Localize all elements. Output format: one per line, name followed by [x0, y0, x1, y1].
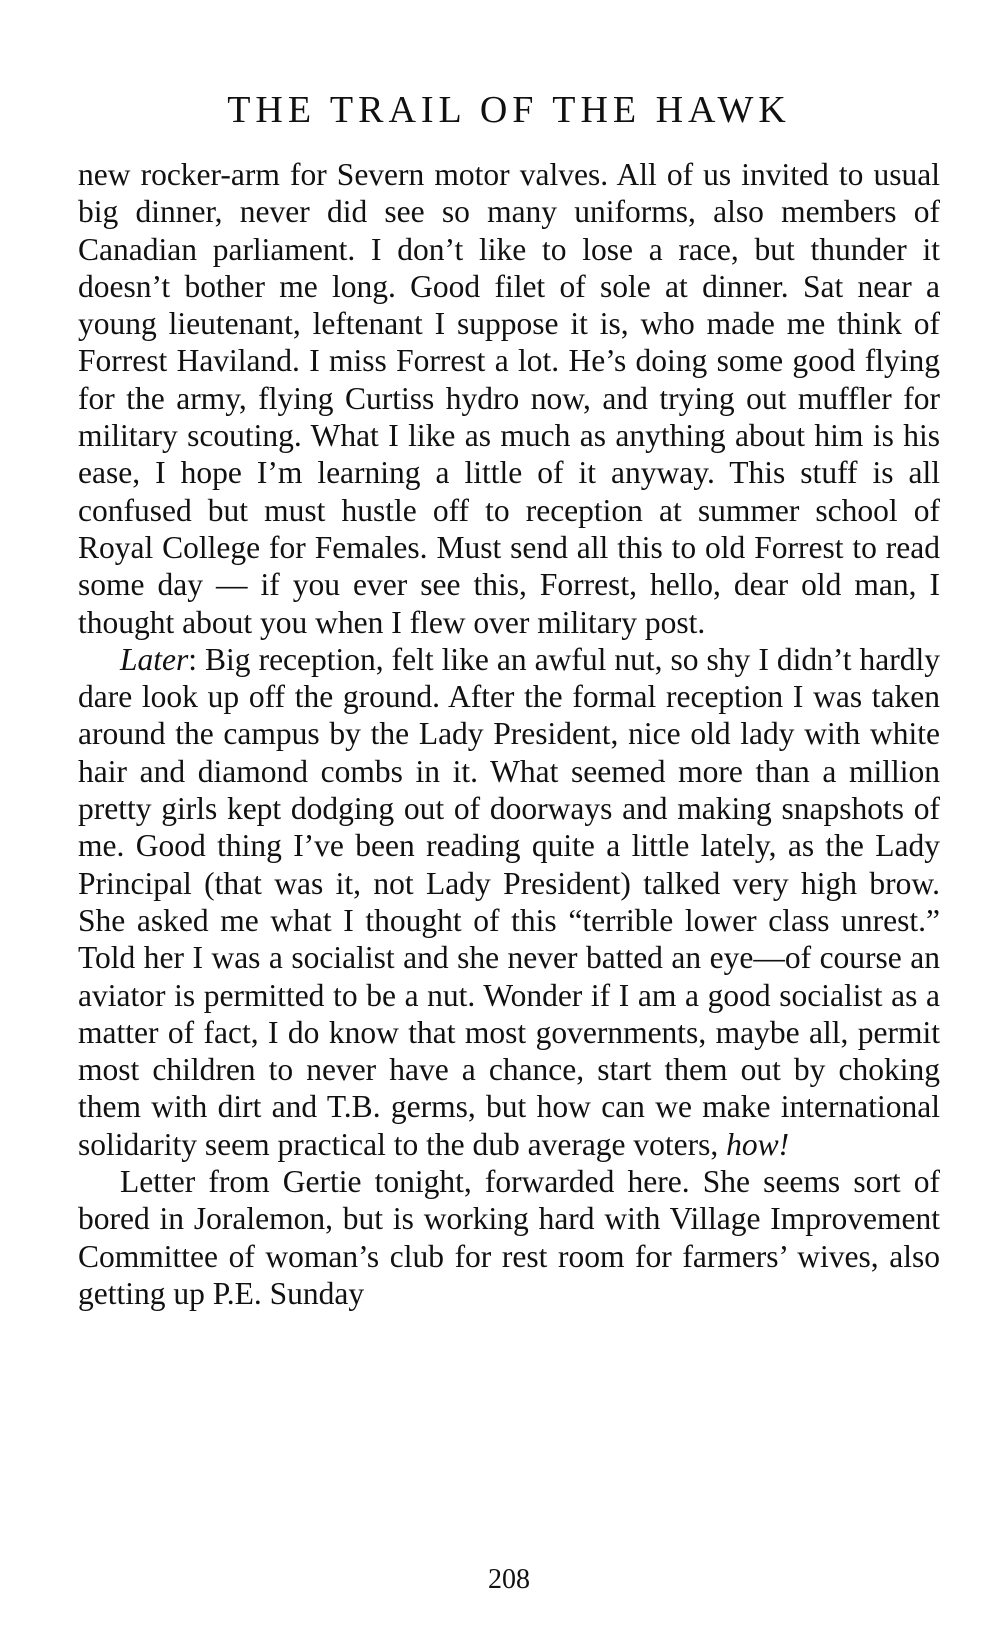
paragraph-later	[78, 641, 940, 1163]
emphasis-how: how!	[726, 1126, 790, 1162]
later-label: Later	[120, 641, 189, 677]
paragraph-letter: Letter from Gertie tonight, forwarded here. She seems sort of bored in Joralemon, but is working hard with Village Improvement Committee of woman’s club for rest room for farmers’ wives, also getting up P.E. Sunday	[78, 1164, 940, 1311]
paragraph-continued: new rocker-arm for Severn motor valves. All of us invited to usual big dinner, never did see so many uniforms, also members of Canadian parliament. I don’t like to lose a race, but thunder it doesn’t bother me long. Good filet of sole at dinner. Sat near a young lieutenant, leftenant I suppose it is, who made me think of Forrest Haviland. I miss Forrest a lot. He’s doing some good flying for the army, flying Curtiss hydro now, and trying out muffler for military scouting. What I like as much as anything about him is his ease, I hope I’m learning a little of it anyway. This stuff is all confused but must hustle off to reception at summer school of Royal College for Females. Must send all this to old Forrest to read some day — if you ever see this, Forrest, hello, dear old man, I thought about you when I flew over military post.	[78, 157, 940, 640]
body-text	[78, 156, 940, 1312]
later-text: Big reception, felt like an awful nut, so shy I didn’t hardly dare look up off the ground. After the formal reception I was taken around the campus by the Lady President, nice old lady with white hair and diamond combs in it. What seemed more than a million pretty girls kept dodging out of doorways and making snapshots of me. Good thing I’ve been reading quite a little lately, as the Lady Principal (that was it, not Lady President) talked very high brow. She asked me what I thought of this “terrible lower class unrest.” Told her I was a socialist and she never batted an eye—of course an aviator is permitted to be a nut. Wonder if I am a good socialist as a matter of fact, I do know that most governments, maybe all, permit most children to never have a chance, start them out by choking them with dirt and T.B. germs, but how can we make international solidarity seem practical to the dub average voters,	[78, 641, 940, 1162]
page-number: 208	[488, 1564, 530, 1595]
later-colon: :	[188, 641, 198, 677]
running-head-title: THE TRAIL OF THE HAWK	[227, 89, 791, 131]
